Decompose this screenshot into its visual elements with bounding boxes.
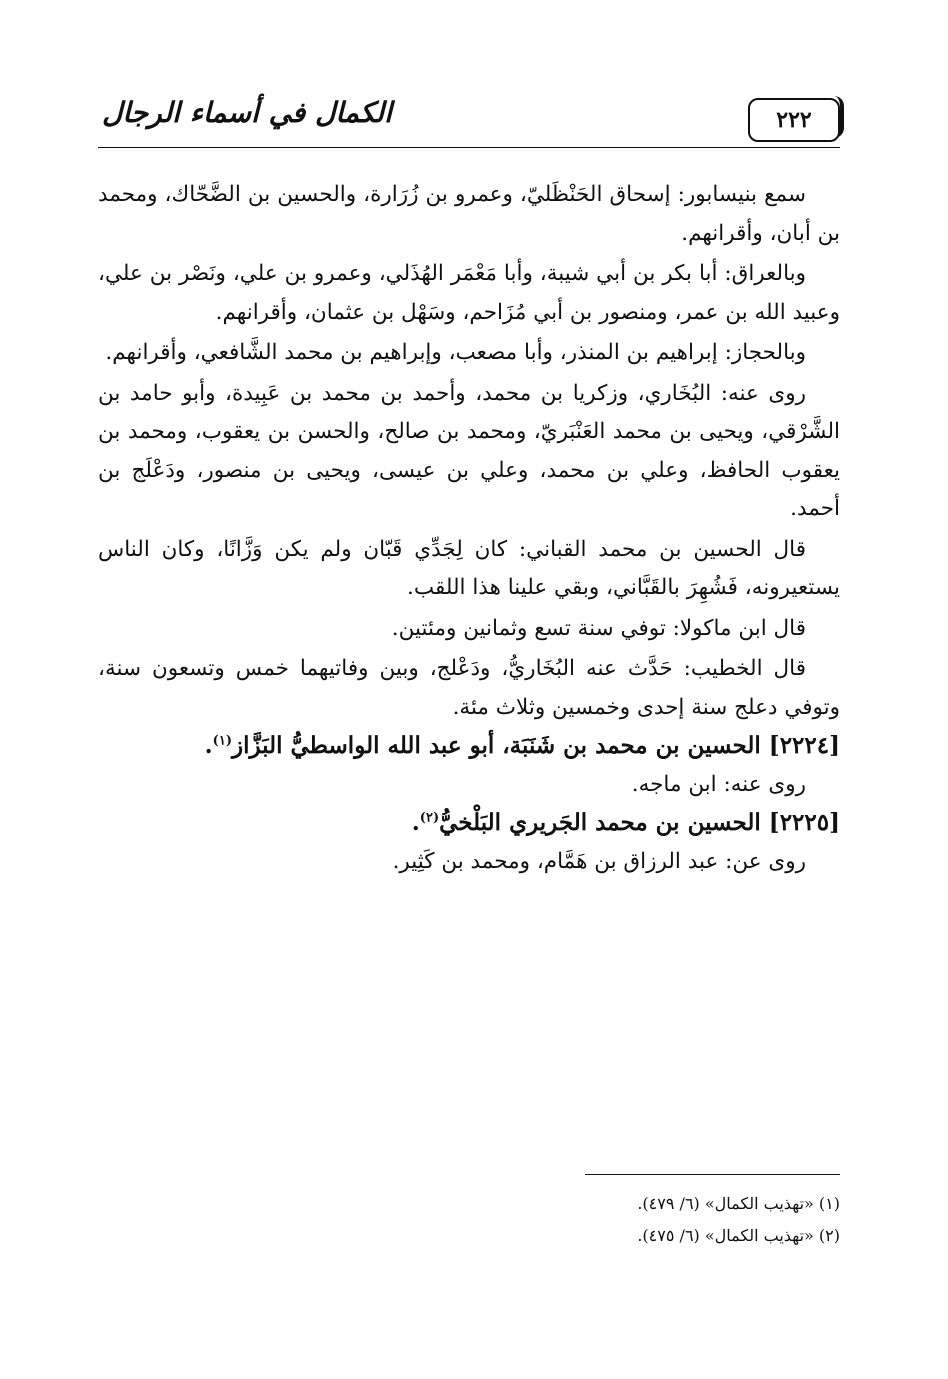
paragraph-ibn-majah: روى عنه: ابن ماجه. bbox=[631, 771, 806, 797]
footnote-marker: (١) bbox=[212, 733, 232, 749]
entry-tail: . bbox=[204, 732, 213, 759]
entry-number: [٢٢٢٥] bbox=[768, 809, 840, 836]
page-header bbox=[98, 88, 840, 148]
entry-number: [٢٢٢٤] bbox=[768, 732, 840, 759]
running-title: الكمال في أسماء الرجال bbox=[102, 96, 392, 129]
footnote-1: (١) «تهذيب الكمال» (٦/ ٤٧٩). bbox=[637, 1194, 840, 1213]
paragraph-qabbani: قال الحسين بن محمد القباني: كان لِجَدِّي قَبّان ولم يكن وَزَّانًا، وكان الناس يستعيرونه، فَشُهِرَ بالقَبَّاني، وبقي علينا هذا اللقب. bbox=[98, 536, 840, 600]
footnote-rule bbox=[585, 1174, 840, 1175]
paragraph-ibn-makula: قال ابن ماكولا: توفي سنة تسع وثمانين ومئتين. bbox=[391, 615, 806, 641]
entry-tail: . bbox=[411, 809, 420, 836]
footnote-2: (٢) «تهذيب الكمال» (٦/ ٤٧٥). bbox=[637, 1226, 840, 1245]
paragraph-khatib: قال الخطيب: حَدَّث عنه البُخَاريُّ، ودَعْلج، وبين وفاتيهما خمس وتسعون سنة، وتوفي دعلج سنة إحدى وخمسين وثلاث مئة. bbox=[98, 656, 840, 720]
footnote-marker: (٢) bbox=[419, 810, 440, 826]
page-body bbox=[98, 176, 840, 881]
paragraph-narrated-from-him: روى عنه: البُخَاري، وزكريا بن محمد، وأحمد بن محمد بن عَبِيدة، وأبو حامد بن الشَّرْقي، ويحيى بن محمد العَنْبَريّ، ومحمد بن صالح، والحسن بن يعقوب، ومحمد بن يعقوب الحافظ، وعلي بن محمد، وعلي بن عيسى، ويحيى بن منصور، ودَعْلَج بن أحمد. bbox=[98, 380, 840, 521]
paragraph-hijaz: وبالحجاز: إبراهيم بن المنذر، وأبا مصعب، وإبراهيم بن محمد الشَّافعي، وأقرانهم. bbox=[105, 340, 806, 365]
paragraph-heard-nishapur: سمع بنيسابور: إسحاق الحَنْظَليّ، وعمرو بن زُرَارة، والحسين بن الضَّحّاك، ومحمد بن أبان، وأقرانهم. bbox=[98, 182, 840, 246]
page-number: ٢٢٢ bbox=[748, 98, 840, 142]
entry-heading-2225 bbox=[98, 804, 840, 843]
header-rule bbox=[98, 147, 840, 148]
paragraph-narrated-from: روى عن: عبد الرزاق بن هَمَّام، ومحمد بن كَثِير. bbox=[392, 848, 806, 874]
entry-heading-2224 bbox=[98, 727, 840, 766]
footnotes bbox=[98, 1188, 840, 1252]
entry-name: الحسين بن محمد الجَريري البَلْخيُّ bbox=[439, 809, 761, 836]
paragraph-iraq: وبالعراق: أبا بكر بن أبي شيبة، وأبا مَعْمَر الهُذَلي، وعمرو بن علي، ونَصْر بن علي، وعبيد الله بن عمر، ومنصور بن أبي مُزَاحم، وسَهْل بن عثمان، وأقرانهم. bbox=[98, 261, 840, 325]
entry-name: الحسين بن محمد بن شَنَبَة، أبو عبد الله الواسطيُّ البَزَّاز bbox=[231, 732, 761, 759]
